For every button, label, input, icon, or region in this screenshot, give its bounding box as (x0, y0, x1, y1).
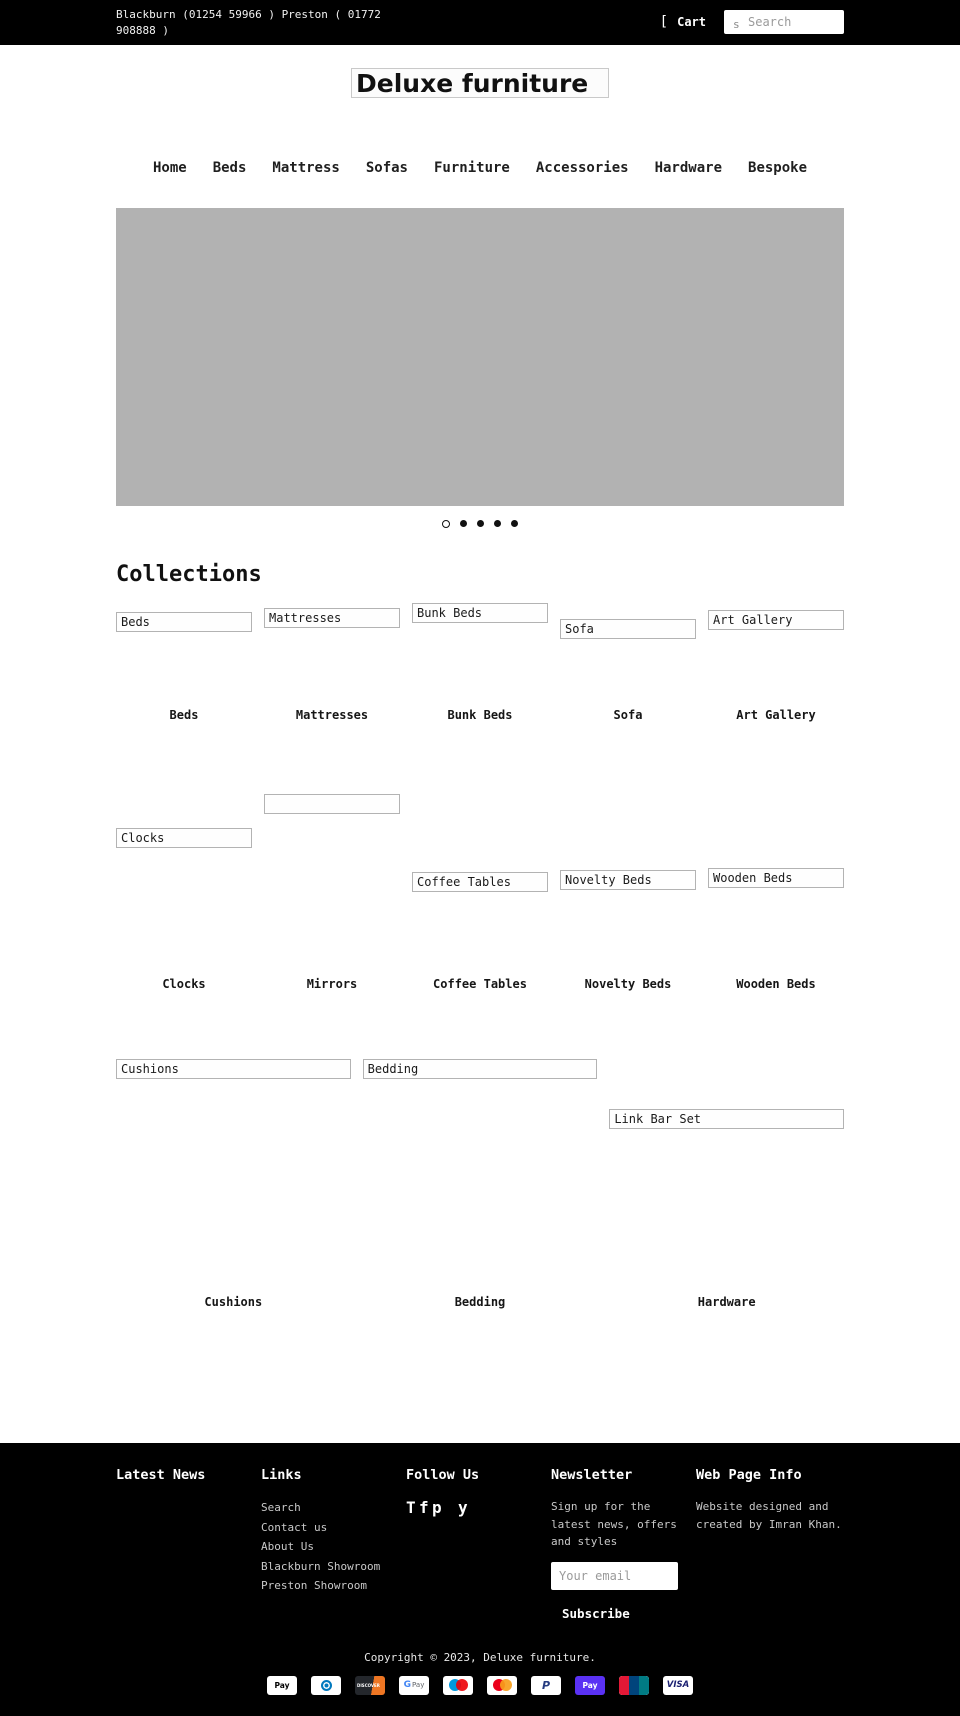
nav-item-hardware[interactable]: Hardware (654, 160, 723, 176)
youtube-icon[interactable]: y (458, 1498, 468, 1517)
broken-image-alt: Mattresses (264, 608, 400, 628)
mastercard-icon (487, 1676, 517, 1695)
subscribe-button[interactable]: Subscribe (562, 1605, 630, 1621)
twitter-icon[interactable]: T (406, 1498, 416, 1517)
google-pay-icon: G Pay (399, 1676, 429, 1695)
apple-pay-icon: Pay (267, 1676, 297, 1695)
search-icon: s (733, 18, 740, 31)
collection-caption[interactable]: Coffee Tables (433, 977, 527, 991)
footer-col-follow-us (406, 1467, 539, 1621)
site-footer (0, 1443, 960, 1716)
collection-card-beds[interactable] (116, 603, 252, 723)
nav-item-accessories[interactable]: Accessories (535, 160, 629, 176)
collections-heading: Collections (116, 562, 262, 587)
collection-caption[interactable]: Mirrors (306, 977, 358, 991)
footer-link-preston-showroom[interactable]: Preston Showroom (261, 1579, 367, 1592)
collection-caption[interactable]: Cushions (204, 1295, 263, 1309)
collection-card-coffee-tables[interactable] (412, 794, 548, 992)
footer-col-links (261, 1467, 394, 1621)
broken-image-alt: Clocks (116, 828, 252, 848)
collection-card-art-gallery[interactable] (708, 603, 844, 723)
footer-link-search[interactable]: Search (261, 1501, 301, 1514)
nav-item-furniture[interactable]: Furniture (434, 160, 510, 176)
collection-caption[interactable]: Mattresses (295, 708, 369, 722)
footer-heading: Links (261, 1467, 302, 1483)
payment-methods (0, 1676, 960, 1695)
collection-caption[interactable]: Bedding (454, 1295, 506, 1309)
footer-heading: Web Page Info (696, 1467, 802, 1483)
collections-row-2 (116, 794, 844, 992)
footer-heading: Newsletter (551, 1467, 633, 1483)
broken-image-alt: Coffee Tables (412, 872, 548, 892)
collection-caption[interactable]: Beds (169, 708, 199, 722)
collection-card-cushions[interactable] (116, 1059, 351, 1310)
footer-link-blackburn-showroom[interactable]: Blackburn Showroom (261, 1559, 381, 1573)
broken-image-alt: Bedding (363, 1059, 598, 1079)
pinterest-icon[interactable]: p (432, 1498, 442, 1517)
collections-row-1 (116, 603, 844, 723)
paypal-icon: P (531, 1676, 561, 1695)
site-logo[interactable]: Deluxe furniture (351, 68, 609, 98)
unionpay-icon (619, 1676, 649, 1695)
collection-card-sofa[interactable] (560, 603, 696, 723)
cart-button[interactable] (660, 14, 706, 30)
footer-col-latest-news (116, 1467, 249, 1621)
nav-item-mattress[interactable]: Mattress (272, 160, 340, 176)
cart-label: Cart (677, 15, 706, 29)
collection-card-novelty-beds[interactable] (560, 794, 696, 992)
shop-pay-icon: Pay (575, 1676, 605, 1695)
collection-card-wooden-beds[interactable] (708, 794, 844, 992)
broken-image-alt: Art Gallery (708, 610, 844, 630)
collection-caption[interactable]: Clocks (162, 977, 206, 991)
broken-image-alt: Wooden Beds (708, 868, 844, 888)
collection-card-clocks[interactable] (116, 794, 252, 992)
footer-heading: Latest News (116, 1467, 206, 1483)
newsletter-email-input[interactable] (551, 1562, 678, 1590)
footer-link-about-us[interactable]: About Us (261, 1540, 314, 1553)
collection-caption[interactable]: Bunk Beds (447, 708, 513, 722)
collection-card-mattresses[interactable] (264, 603, 400, 723)
slide-dot-5[interactable] (511, 520, 518, 527)
copyright-text: Copyright © 2023, Deluxe furniture. (364, 1650, 596, 1664)
store-phone-numbers: Blackburn (01254 59966 ) Preston ( 01772 908888 ) (116, 8, 381, 37)
collection-caption[interactable]: Sofa (613, 708, 643, 722)
main-navigation (0, 160, 960, 177)
footer-col-web-page-info (696, 1467, 844, 1621)
collection-caption[interactable]: Wooden Beds (736, 977, 816, 991)
search-input[interactable] (724, 10, 844, 34)
collection-caption[interactable]: Novelty Beds (584, 977, 672, 991)
collection-card-mirrors[interactable] (264, 794, 400, 992)
newsletter-description: Sign up for the latest news, offers and styles (551, 1500, 677, 1548)
nav-item-home[interactable]: Home (152, 160, 187, 176)
collection-caption[interactable]: Hardware (697, 1295, 756, 1309)
collection-caption[interactable]: Art Gallery (736, 708, 816, 722)
facebook-icon[interactable]: f (419, 1498, 429, 1517)
slideshow-pagination (0, 519, 960, 528)
nav-item-bespoke[interactable]: Bespoke (748, 160, 808, 176)
broken-image-alt (264, 794, 400, 814)
nav-item-beds[interactable]: Beds (212, 160, 247, 176)
instagram-icon[interactable] (445, 1498, 458, 1517)
web-page-info-text: Website designed and created by Imran Khan. (696, 1500, 842, 1531)
collection-card-bunk-beds[interactable] (412, 603, 548, 723)
broken-image-alt: Link Bar Set (609, 1109, 844, 1129)
slide-dot-3[interactable] (477, 520, 484, 527)
broken-image-alt: Novelty Beds (560, 870, 696, 890)
broken-image-alt: Cushions (116, 1059, 351, 1079)
broken-image-alt: Beds (116, 612, 252, 632)
collections-row-3 (116, 1059, 844, 1310)
slide-dot-1[interactable] (442, 520, 450, 528)
top-bar (0, 0, 960, 45)
slide-dot-4[interactable] (494, 520, 501, 527)
footer-link-contact-us[interactable]: Contact us (261, 1520, 328, 1534)
maestro-icon (443, 1676, 473, 1695)
hero-slideshow-image (116, 208, 844, 506)
collection-card-hardware[interactable] (609, 1059, 844, 1310)
visa-icon: VISA (663, 1676, 693, 1695)
collection-card-bedding[interactable] (363, 1059, 598, 1310)
cart-icon: [ (659, 14, 669, 30)
footer-heading: Follow Us (406, 1467, 480, 1483)
nav-item-sofas[interactable]: Sofas (365, 160, 408, 176)
broken-image-alt: Sofa (560, 619, 696, 639)
discover-icon: DISCOVER (355, 1676, 385, 1695)
footer-col-newsletter (551, 1467, 684, 1621)
slide-dot-2[interactable] (460, 520, 467, 527)
diners-club-icon (311, 1676, 341, 1695)
broken-image-alt: Bunk Beds (412, 603, 548, 623)
